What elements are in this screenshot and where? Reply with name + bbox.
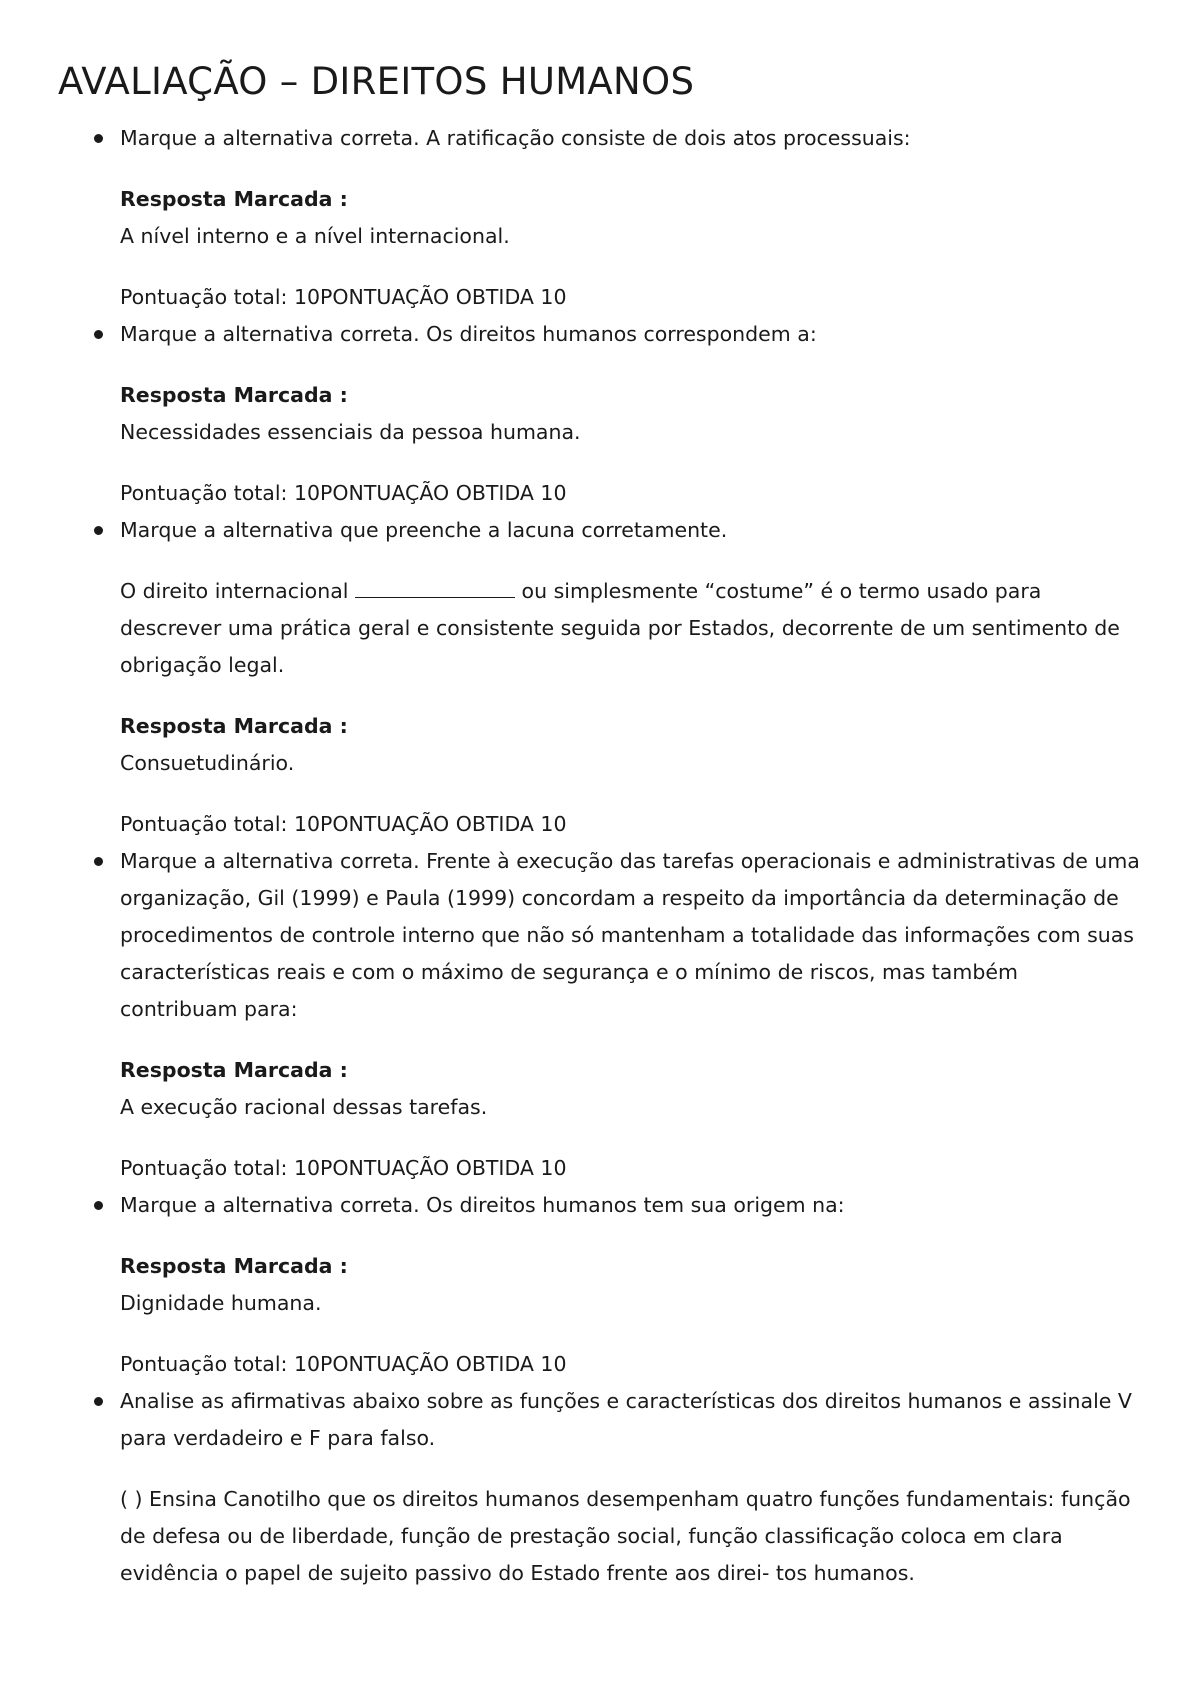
bullet-icon — [94, 526, 103, 535]
question-prompt: Marque a alternativa correta. A ratificação consiste de dois atos processuais: — [120, 126, 911, 150]
statement-before: O direito internacional — [120, 579, 349, 603]
question-item-3 — [58, 512, 1140, 843]
answer-label: Resposta Marcada : — [120, 1058, 348, 1082]
page-title: AVALIAÇÃO – DIREITOS HUMANOS — [58, 60, 695, 103]
score-text: Pontuação total: 10PONTUAÇÃO OBTIDA 10 — [120, 481, 567, 505]
bullet-icon — [94, 134, 103, 143]
answer-label: Resposta Marcada : — [120, 714, 348, 738]
question-prompt: Marque a alternativa correta. Os direitos humanos correspondem a: — [120, 322, 817, 346]
statement-after: ou simplesmente “costume” é o termo usado para descrever uma prática geral e consistente seguida por Estados, decorrente de um sentimento de obrigação legal. — [120, 579, 1120, 677]
score-text: Pontuação total: 10PONTUAÇÃO OBTIDA 10 — [120, 812, 567, 836]
question-prompt: Marque a alternativa que preenche a lacuna corretamente. — [120, 518, 728, 542]
question-prompt: Analise as afirmativas abaixo sobre as funções e características dos direitos humanos e assinale V para verdadeiro e F para falso. — [120, 1389, 1132, 1450]
fill-blank — [355, 573, 515, 598]
answer-label: Resposta Marcada : — [120, 383, 348, 407]
question-item-6 — [58, 1383, 1140, 1592]
answer-label: Resposta Marcada : — [120, 1254, 348, 1278]
question-item-5 — [58, 1187, 1140, 1383]
question-statement — [120, 573, 1140, 684]
bullet-icon — [94, 857, 103, 866]
question-prompt: Marque a alternativa correta. Frente à execução das tarefas operacionais e administrativas de uma organização, Gil (1999) e Paula (1999) concordam a respeito da importância da determinação de procedimentos de controle interno que não só mantenham a totalidade das informações com suas características reais e com o máximo de segurança e o mínimo de riscos, mas também contribuam para: — [120, 849, 1140, 1021]
question-item-4 — [58, 843, 1140, 1187]
bullet-icon — [94, 1201, 103, 1210]
answer-text: A nível interno e a nível internacional. — [120, 224, 510, 248]
question-prompt: Marque a alternativa correta. Os direitos humanos tem sua origem na: — [120, 1193, 845, 1217]
answer-text: Consuetudinário. — [120, 751, 295, 775]
answer-label: Resposta Marcada : — [120, 187, 348, 211]
answer-text: Dignidade humana. — [120, 1291, 322, 1315]
score-text: Pontuação total: 10PONTUAÇÃO OBTIDA 10 — [120, 285, 567, 309]
question-list — [58, 120, 1140, 1592]
score-text: Pontuação total: 10PONTUAÇÃO OBTIDA 10 — [120, 1352, 567, 1376]
answer-text: Necessidades essenciais da pessoa humana. — [120, 420, 581, 444]
score-text: Pontuação total: 10PONTUAÇÃO OBTIDA 10 — [120, 1156, 567, 1180]
question-item-2 — [58, 316, 1140, 512]
question-statement: ( ) Ensina Canotilho que os direitos humanos desempenham quatro funções fundamentais: função de defesa ou de liberdade, função de prestação social, função classificação coloca em clara evidência o papel de sujeito passivo do Estado frente aos direi- tos humanos. — [120, 1487, 1131, 1585]
answer-text: A execução racional dessas tarefas. — [120, 1095, 488, 1119]
bullet-icon — [94, 330, 103, 339]
question-item-1 — [58, 120, 1140, 316]
bullet-icon — [94, 1397, 103, 1406]
